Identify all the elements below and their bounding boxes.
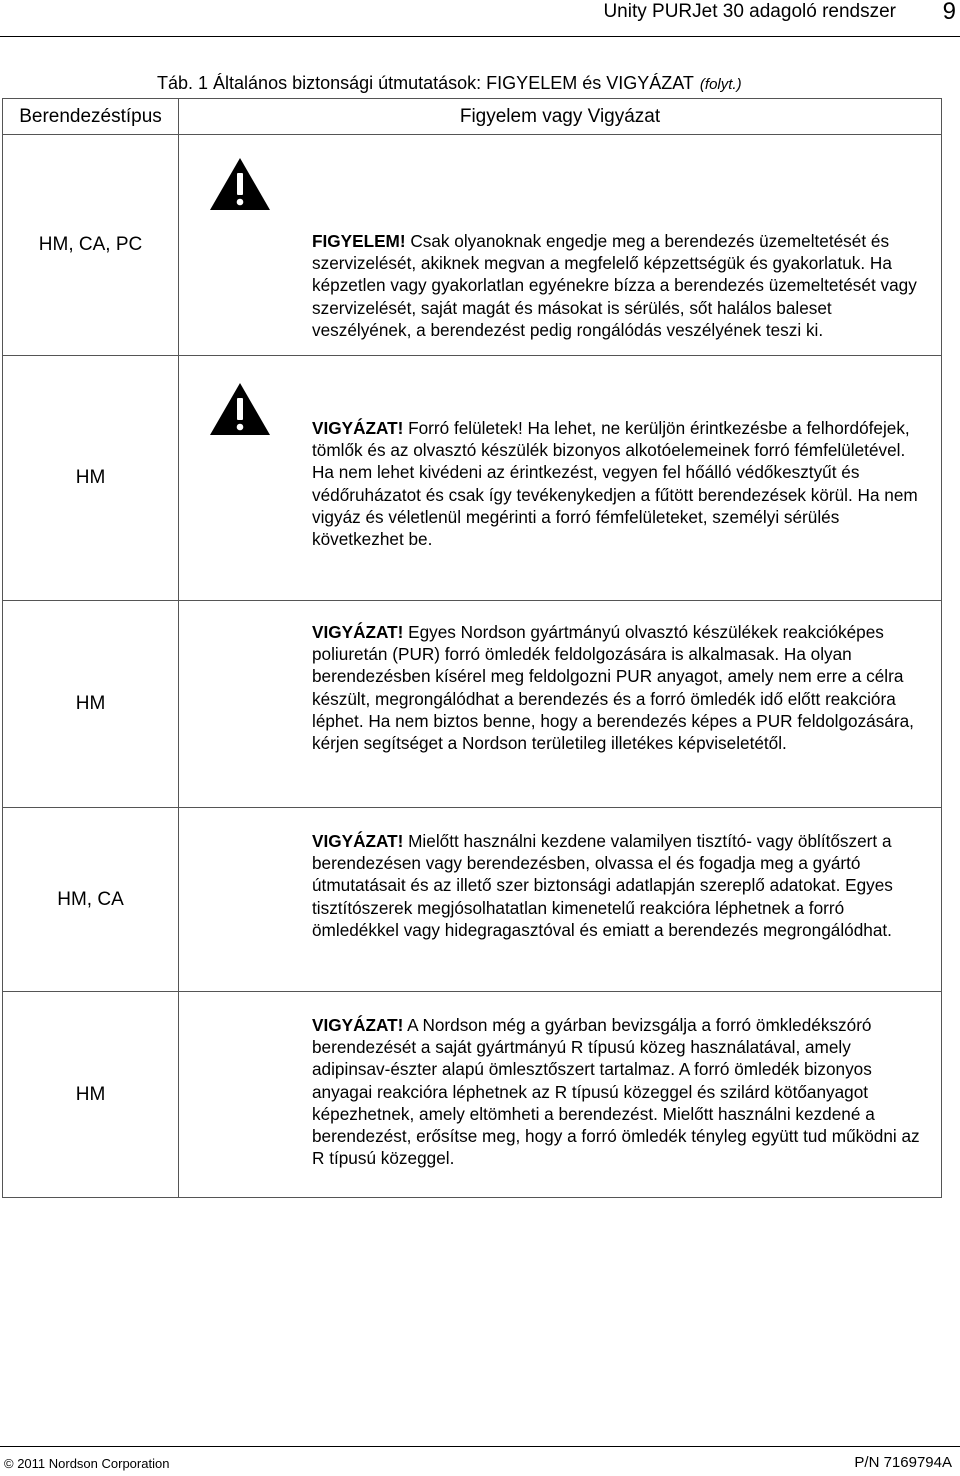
notice-text [312, 992, 931, 1169]
notice-label: VIGYÁZAT! [312, 1015, 404, 1035]
safety-table [2, 98, 942, 1198]
notice-text [312, 601, 931, 754]
notice-text [312, 356, 931, 550]
document-title: Unity PURJet 30 adagoló rendszer [603, 1, 896, 22]
table-row [3, 992, 942, 1198]
notice-text [312, 135, 931, 341]
table-row [3, 808, 942, 992]
notice-cell [179, 135, 942, 356]
notice-label: VIGYÁZAT! [312, 622, 404, 642]
notice-body: A Nordson még a gyárban bevizsgálja a forró ömkledékszóró berendezését a saját gyártmányú R típusú közeg használatával, amely adipinsav-észter alapú ömlesztőszert tartalmaz. A forró ömledék bizonyos anyagai reakcióra léphetnek az R típusú közeggel és szilárd kötőanyagot képezhetnek, amely eltömheti a berendezést. Mielőtt használni kezdené a berendezést, erősítse meg, hogy a forró ömledék tényleg együtt tud működni az R típusú közeggel. [312, 1015, 920, 1169]
column-header-equipment-type: Berendezéstípus [3, 99, 179, 135]
copyright-notice: © 2011 Nordson Corporation [4, 1456, 170, 1471]
notice-body: Csak olyanoknak engedje meg a berendezés üzemeltetését és szervizelését, akiknek megvan a megfelelő képzettségük és gyakorlatuk. Ha képzetlen vagy gyakorlatlan egyénekre bízza a berendezés üzemeltetését vagy szervizelését, saját magát és másokat is sérülés, sőt halálos baleset veszélyének, a berendezést pedig rongálódás veszélyének teszi ki. [312, 231, 917, 340]
page-number: 9 [942, 0, 956, 25]
table-caption [157, 72, 742, 96]
notice-label: VIGYÁZAT! [312, 831, 404, 851]
notice-label: FIGYELEM! [312, 231, 406, 251]
warning-triangle-icon [209, 382, 271, 436]
notice-cell [179, 601, 942, 808]
notice-body: Egyes Nordson gyártmányú olvasztó készülékek reakcióképes poliuretán (PUR) forró ömledék feldolgozására is alkalmasak. Ha olyan berendezésben kísérel meg feldolgozni PUR anyagot, amely nem erre a célra készült, megrongálódhat a berendezés és a forró ömledék idő előtt reakcióra léphet. Ha nem biztos benne, hogy a berendezés képes a PUR feldolgozására, kérjen segítséget a Nordson területileg illetékes képviseletétől. [312, 622, 914, 754]
warning-triangle-icon [209, 157, 271, 211]
table-row [3, 356, 942, 601]
table-caption-text: Táb. 1 Általános biztonsági útmutatások: FIGYELEM és VIGYÁZAT [157, 73, 694, 93]
part-number: P/N 7169794A [854, 1454, 952, 1471]
page-header [0, 0, 960, 26]
notice-cell [179, 808, 942, 992]
table-caption-continued: (folyt.) [699, 76, 742, 93]
equipment-type-cell: HM [3, 356, 179, 601]
notice-body: Mielőtt használni kezdene valamilyen tisztító- vagy öblítőszert a berendezésen vagy berendezésben, olvassa el és fogadja meg a gyártó útmutatásait és az illető szer biztonsági adatlapján szereplő adatokat. Egyes tisztítószerek megjósolhatatlan kimenetelű reakcióra léphetnek a forró ömledékkel vagy hidegragasztóval és emiatt a berendezés megrongálódhat. [312, 831, 893, 940]
header-divider [0, 36, 960, 37]
equipment-type-cell: HM, CA, PC [3, 135, 179, 356]
footer-divider [0, 1446, 960, 1447]
table-header-row [3, 99, 942, 135]
equipment-type-cell: HM [3, 601, 179, 808]
notice-text [312, 808, 931, 941]
equipment-type-cell: HM, CA [3, 808, 179, 992]
notice-label: VIGYÁZAT! [312, 418, 404, 438]
column-header-notice: Figyelem vagy Vigyázat [179, 99, 942, 135]
equipment-type-cell: HM [3, 992, 179, 1198]
notice-body: Forró felületek! Ha lehet, ne kerüljön érintkezésbe a felhordófejek, tömlők és az olvasztó készülék bizonyos alkotóelemeinek forró fémfelületével. Ha nem lehet kivédeni az érintkezést, vegyen fel hőálló védőkesztyűt és védőruházatot és csak így tevékenykedjen a fűtött berendezések körül. Ha nem vigyáz és véletlenül megérinti a forró fémfelületeket, személyi sérülés következhet be. [312, 418, 918, 550]
notice-cell [179, 992, 942, 1198]
notice-cell [179, 356, 942, 601]
table-row [3, 135, 942, 356]
table-row [3, 601, 942, 808]
